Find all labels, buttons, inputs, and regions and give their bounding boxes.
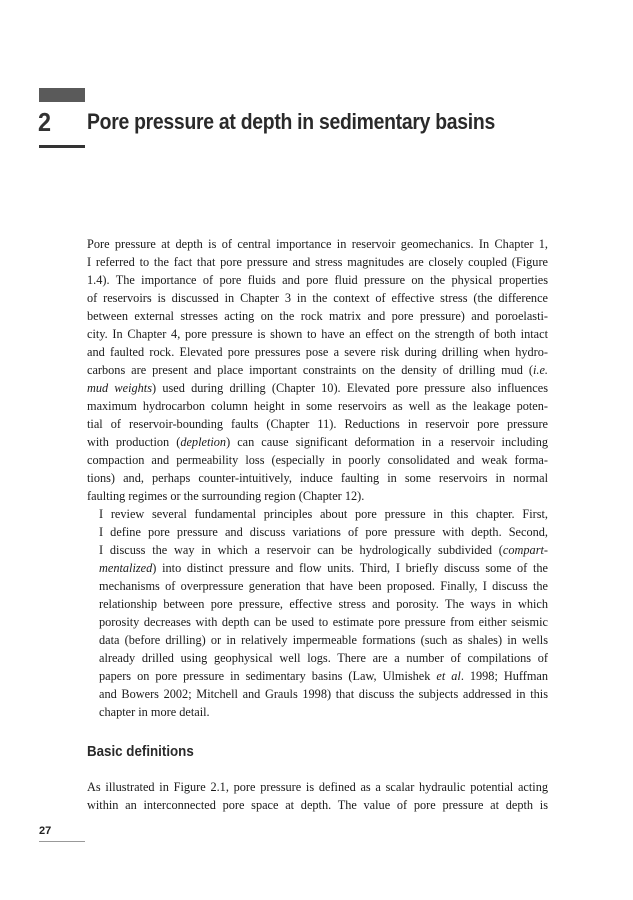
- text-line: carbons are present and place important constraints on the density of drilling mud (i.e.: [87, 363, 548, 377]
- text-line: of reservoirs is discussed in Chapter 3 in the context of effective stress (the difference: [87, 291, 548, 305]
- text-line: relationship between pore pressure, effective stress and porosity. The ways in which: [99, 597, 548, 611]
- text-line: data (before drilling) or in relatively impermeable formations (such as shales) in wells: [99, 633, 548, 647]
- text-line: Pore pressure at depth is of central importance in reservoir geomechanics. In Chapter 1,: [87, 237, 548, 251]
- text-line: mechanisms of overpressure generation that have been proposed. Finally, I discuss the: [99, 579, 548, 593]
- text-line: already drilled using geophysical well logs. There are a number of compilations of: [99, 651, 548, 665]
- section-heading: Basic definitions: [87, 744, 194, 760]
- text-line: mentalized) into distinct pressure and flow units. Third, I briefly discuss some of the: [99, 561, 548, 575]
- text-line: I referred to the fact that pore pressure and stress magnitudes are closely coupled (Figure: [87, 255, 548, 269]
- emphasis: depletion: [180, 435, 227, 449]
- chapter-number: 2: [38, 107, 52, 137]
- text-line: 1.4). The importance of pore fluids and pore fluid pressure on the physical properties: [87, 273, 548, 287]
- page-number: 27: [39, 825, 52, 837]
- chapter-top-bar: [39, 88, 85, 102]
- text-line: with production (depletion) can cause significant deformation in a reservoir including: [87, 435, 548, 449]
- text-line: city. In Chapter 4, pore pressure is shown to have an effect on the strength of both intact: [87, 327, 548, 341]
- text-line: As illustrated in Figure 2.1, pore pressure is defined as a scalar hydraulic potential acting: [87, 780, 548, 794]
- chapter-title: Pore pressure at depth in sedimentary basins: [87, 109, 495, 134]
- text-line: papers on pore pressure in sedimentary basins (Law, Ulmishek et al. 1998; Huffman: [99, 669, 549, 683]
- text-line: and Bowers 2002; Mitchell and Grauls 1998) that discuss the subjects addressed in this: [99, 687, 548, 701]
- text-line: between external stresses acting on the rock matrix and pore pressure) and poroelasti-: [87, 309, 548, 323]
- chapter-bottom-bar: [39, 145, 85, 148]
- emphasis: mentalized: [99, 561, 153, 575]
- text-line: and faulted rock. Elevated pore pressures pose a severe risk during drilling when hydro-: [87, 345, 548, 359]
- text-line: I review several fundamental principles about pore pressure in this chapter. First,: [99, 507, 548, 521]
- text-line: chapter in more detail.: [99, 705, 210, 719]
- paragraph-1: [87, 235, 548, 505]
- text-line: mud weights) used during drilling (Chapter 10). Elevated pore pressure also influences: [87, 381, 549, 395]
- text-line: I define pore pressure and discuss variations of pore pressure with depth. Second,: [99, 525, 548, 539]
- text-line: faulting regimes or the surrounding region (Chapter 12).: [87, 489, 365, 503]
- text-line: porosity decreases with depth can be used to estimate pore pressure from either seismic: [99, 615, 548, 629]
- text-line: tial of reservoir-bounding faults (Chapter 11). Reductions in reservoir pore pressure: [87, 417, 548, 431]
- paragraph-2: [87, 505, 548, 721]
- emphasis: et al: [436, 669, 461, 683]
- emphasis: i.e.: [532, 363, 548, 377]
- chapter-intro: [87, 235, 548, 721]
- text-line: tions) and, perhaps counter-intuitively, induce faulting in some reservoirs in normal: [87, 471, 548, 485]
- page-number-rule: [39, 841, 85, 842]
- text-line: compaction and permeability loss (especially in poorly consolidated and weak forma-: [87, 453, 548, 467]
- emphasis: compart-: [502, 543, 548, 557]
- text-line: I discuss the way in which a reservoir can be hydrologically subdivided (compart-: [99, 543, 548, 557]
- emphasis: mud weights: [87, 381, 152, 395]
- section-paragraph: [87, 778, 548, 814]
- text-line: maximum hydrocarbon column height in some reservoirs as well as the leakage poten-: [87, 399, 548, 413]
- text-line: within an interconnected pore space at depth. The value of pore pressure at depth is: [87, 798, 548, 812]
